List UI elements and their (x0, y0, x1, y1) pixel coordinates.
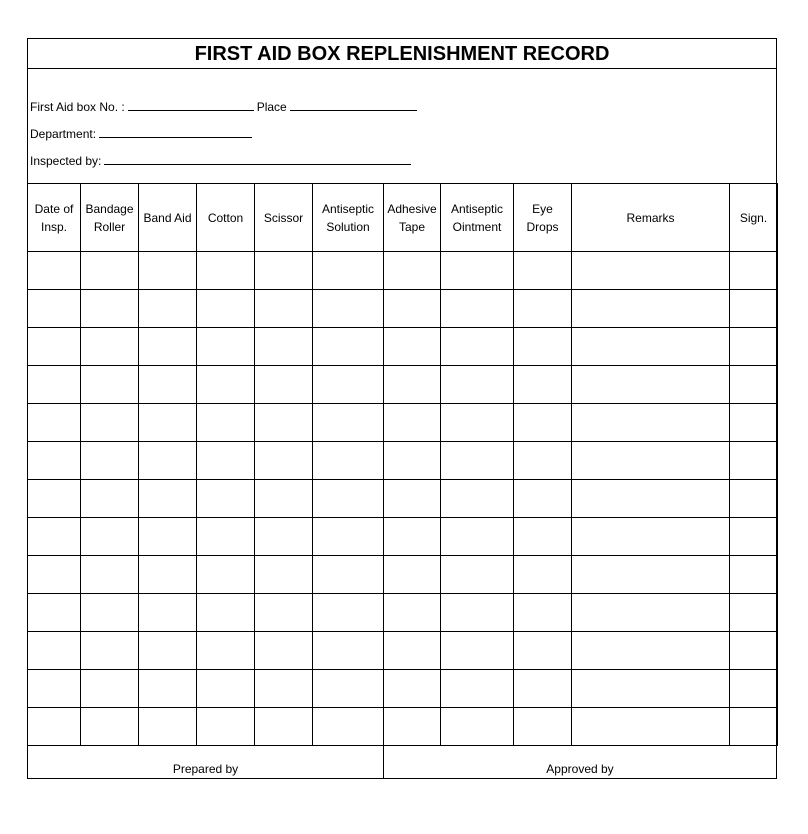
table-cell[interactable] (572, 632, 730, 670)
table-cell[interactable] (313, 328, 384, 366)
column-header-line2: Roller (93, 219, 126, 234)
table-cell[interactable] (81, 556, 139, 594)
record-table (27, 183, 778, 746)
table-cell[interactable] (572, 366, 730, 404)
table-cell[interactable] (441, 556, 514, 594)
table-cell[interactable] (514, 670, 572, 708)
department-field[interactable] (99, 125, 252, 138)
column-header (28, 184, 81, 252)
table-cell[interactable] (197, 366, 255, 404)
table-cell[interactable] (514, 708, 572, 746)
table-cell[interactable] (197, 708, 255, 746)
column-header-line2: Tape (398, 219, 426, 234)
table-cell[interactable] (28, 404, 81, 442)
table-row (28, 480, 778, 518)
table-cell[interactable] (572, 480, 730, 518)
header-row (28, 184, 778, 252)
table-cell[interactable] (313, 556, 384, 594)
table-cell[interactable] (139, 442, 197, 480)
table-cell[interactable] (572, 708, 730, 746)
approved-by-label: Approved by (546, 762, 614, 776)
table-cell[interactable] (28, 708, 81, 746)
column-header-line1: Remarks (626, 210, 675, 225)
info-section (28, 69, 776, 184)
table-row (28, 594, 778, 632)
column-header-line2: Ointment (452, 219, 502, 234)
table-cell[interactable] (139, 670, 197, 708)
table-cell[interactable] (197, 480, 255, 518)
table-cell[interactable] (255, 632, 313, 670)
column-header (730, 184, 778, 252)
table-cell[interactable] (81, 290, 139, 328)
table-cell[interactable] (197, 442, 255, 480)
column-header-line1: Scissor (263, 210, 304, 225)
table-body (28, 252, 778, 746)
table-cell[interactable] (313, 594, 384, 632)
column-header (441, 184, 514, 252)
column-header (255, 184, 313, 252)
table-row (28, 632, 778, 670)
table-cell[interactable] (197, 632, 255, 670)
column-header-line1: Antiseptic (321, 201, 375, 216)
column-header-line1: Eye (532, 201, 553, 216)
table-cell[interactable] (730, 594, 778, 632)
table-row (28, 366, 778, 404)
table-cell[interactable] (313, 252, 384, 290)
table-cell[interactable] (197, 290, 255, 328)
approved-by-cell[interactable] (384, 745, 776, 778)
table-row (28, 518, 778, 556)
table-cell[interactable] (384, 518, 441, 556)
column-header (514, 184, 572, 252)
table-cell[interactable] (572, 252, 730, 290)
table-cell[interactable] (197, 404, 255, 442)
table-cell[interactable] (572, 670, 730, 708)
place-label: Place (256, 100, 287, 114)
table-cell[interactable] (28, 252, 81, 290)
table-cell[interactable] (28, 632, 81, 670)
table-cell[interactable] (441, 708, 514, 746)
table-cell[interactable] (514, 518, 572, 556)
table-cell[interactable] (514, 366, 572, 404)
table-cell[interactable] (139, 290, 197, 328)
table-cell[interactable] (139, 480, 197, 518)
table-cell[interactable] (139, 518, 197, 556)
table-cell[interactable] (441, 404, 514, 442)
table-cell[interactable] (572, 594, 730, 632)
table-cell[interactable] (197, 594, 255, 632)
table-cell[interactable] (255, 404, 313, 442)
table-cell[interactable] (514, 632, 572, 670)
inspected-by-label: Inspected by: (30, 154, 102, 168)
table-cell[interactable] (81, 518, 139, 556)
table-cell[interactable] (255, 290, 313, 328)
column-header (139, 184, 197, 252)
table-cell[interactable] (384, 328, 441, 366)
table-cell[interactable] (139, 556, 197, 594)
table-cell[interactable] (255, 328, 313, 366)
table-cell[interactable] (572, 556, 730, 594)
table-cell[interactable] (730, 480, 778, 518)
inspected-by-field[interactable] (104, 152, 411, 165)
department-row (30, 125, 255, 141)
table-row (28, 252, 778, 290)
table-cell[interactable] (572, 290, 730, 328)
column-header-line1: Band Aid (143, 210, 192, 225)
table-cell[interactable] (441, 632, 514, 670)
table-row (28, 556, 778, 594)
column-header-line1: Sign. (739, 210, 768, 225)
table-cell[interactable] (255, 442, 313, 480)
table-cell[interactable] (81, 366, 139, 404)
table-cell[interactable] (313, 404, 384, 442)
table-cell[interactable] (139, 632, 197, 670)
table-cell[interactable] (313, 632, 384, 670)
signature-footer (28, 745, 776, 778)
table-cell[interactable] (28, 556, 81, 594)
table-cell[interactable] (514, 328, 572, 366)
table-row (28, 404, 778, 442)
table-cell[interactable] (441, 442, 514, 480)
table-cell[interactable] (197, 252, 255, 290)
table-cell[interactable] (255, 670, 313, 708)
table-cell[interactable] (514, 594, 572, 632)
table-cell[interactable] (441, 328, 514, 366)
table-cell[interactable] (730, 518, 778, 556)
table-cell[interactable] (197, 518, 255, 556)
table-cell[interactable] (384, 556, 441, 594)
table-cell[interactable] (441, 480, 514, 518)
table-cell[interactable] (255, 252, 313, 290)
table-cell[interactable] (572, 328, 730, 366)
table-cell[interactable] (384, 290, 441, 328)
box-no-row (30, 98, 420, 114)
table-cell[interactable] (139, 594, 197, 632)
table-cell[interactable] (313, 708, 384, 746)
table-cell[interactable] (139, 252, 197, 290)
table-cell[interactable] (81, 632, 139, 670)
table-cell[interactable] (255, 594, 313, 632)
table-cell[interactable] (730, 670, 778, 708)
prepared-by-cell[interactable] (28, 745, 384, 778)
table-cell[interactable] (384, 404, 441, 442)
table-cell[interactable] (730, 404, 778, 442)
column-header (572, 184, 730, 252)
table-row (28, 442, 778, 480)
table-cell[interactable] (441, 366, 514, 404)
table-cell[interactable] (28, 480, 81, 518)
table-cell[interactable] (313, 670, 384, 708)
table-cell[interactable] (384, 670, 441, 708)
table-cell[interactable] (441, 518, 514, 556)
table-cell[interactable] (384, 708, 441, 746)
column-header-line1: Cotton (207, 210, 244, 225)
table-cell[interactable] (514, 556, 572, 594)
table-cell[interactable] (81, 708, 139, 746)
table-cell[interactable] (514, 480, 572, 518)
table-cell[interactable] (730, 442, 778, 480)
table-cell[interactable] (81, 480, 139, 518)
table-cell[interactable] (139, 404, 197, 442)
table-cell[interactable] (313, 366, 384, 404)
table-cell[interactable] (572, 404, 730, 442)
table-cell[interactable] (572, 518, 730, 556)
form-title: FIRST AID BOX REPLENISHMENT RECORD (28, 39, 776, 69)
table-cell[interactable] (81, 404, 139, 442)
table-row (28, 290, 778, 328)
box-no-label: First Aid box No. : (30, 100, 125, 114)
prepared-by-label: Prepared by (172, 762, 239, 776)
table-cell[interactable] (730, 708, 778, 746)
table-cell[interactable] (81, 670, 139, 708)
table-cell[interactable] (313, 290, 384, 328)
table-cell[interactable] (197, 556, 255, 594)
table-cell[interactable] (313, 480, 384, 518)
table-cell[interactable] (313, 518, 384, 556)
table-cell[interactable] (514, 404, 572, 442)
table-cell[interactable] (81, 594, 139, 632)
table-cell[interactable] (441, 290, 514, 328)
column-header-line2: Insp. (40, 219, 67, 234)
place-field[interactable] (290, 98, 417, 111)
table-cell[interactable] (384, 594, 441, 632)
table-cell[interactable] (28, 670, 81, 708)
table-cell[interactable] (572, 442, 730, 480)
table-cell[interactable] (441, 670, 514, 708)
table-cell[interactable] (255, 708, 313, 746)
inspected-by-row (30, 152, 414, 168)
table-cell[interactable] (384, 632, 441, 670)
table-cell[interactable] (384, 366, 441, 404)
column-header-line1: Adhesive (387, 201, 437, 216)
table-cell[interactable] (197, 328, 255, 366)
table-cell[interactable] (139, 708, 197, 746)
table-cell[interactable] (28, 328, 81, 366)
column-header-line2: Drops (526, 219, 559, 234)
replenishment-form (27, 38, 777, 779)
table-row (28, 670, 778, 708)
table-cell[interactable] (441, 252, 514, 290)
table-cell[interactable] (255, 556, 313, 594)
table-cell[interactable] (81, 328, 139, 366)
table-cell[interactable] (28, 594, 81, 632)
table-row (28, 328, 778, 366)
table-cell[interactable] (28, 518, 81, 556)
table-cell[interactable] (197, 670, 255, 708)
table-cell[interactable] (730, 328, 778, 366)
column-header-line1: Date of (34, 201, 74, 216)
table-cell[interactable] (384, 480, 441, 518)
table-row (28, 708, 778, 746)
table-cell[interactable] (313, 442, 384, 480)
table-cell[interactable] (81, 442, 139, 480)
table-cell[interactable] (139, 366, 197, 404)
table-cell[interactable] (384, 252, 441, 290)
table-cell[interactable] (255, 366, 313, 404)
table-cell[interactable] (139, 328, 197, 366)
column-header (81, 184, 139, 252)
column-header (313, 184, 384, 252)
box-no-field[interactable] (128, 98, 254, 111)
table-cell[interactable] (28, 366, 81, 404)
table-cell[interactable] (28, 290, 81, 328)
table-cell[interactable] (730, 366, 778, 404)
table-cell[interactable] (514, 442, 572, 480)
table-cell[interactable] (730, 556, 778, 594)
department-label: Department: (30, 127, 97, 141)
table-cell[interactable] (514, 252, 572, 290)
table-cell[interactable] (384, 442, 441, 480)
table-cell[interactable] (255, 518, 313, 556)
table-cell[interactable] (514, 290, 572, 328)
table-cell[interactable] (441, 594, 514, 632)
table-cell[interactable] (730, 290, 778, 328)
column-header-line2: Solution (326, 219, 370, 234)
column-header-line1: Antiseptic (450, 201, 504, 216)
table-cell[interactable] (255, 480, 313, 518)
column-header (384, 184, 441, 252)
column-header (197, 184, 255, 252)
column-header-line1: Bandage (85, 201, 134, 216)
table-cell[interactable] (730, 252, 778, 290)
table-cell[interactable] (28, 442, 81, 480)
table-cell[interactable] (730, 632, 778, 670)
table-cell[interactable] (81, 252, 139, 290)
